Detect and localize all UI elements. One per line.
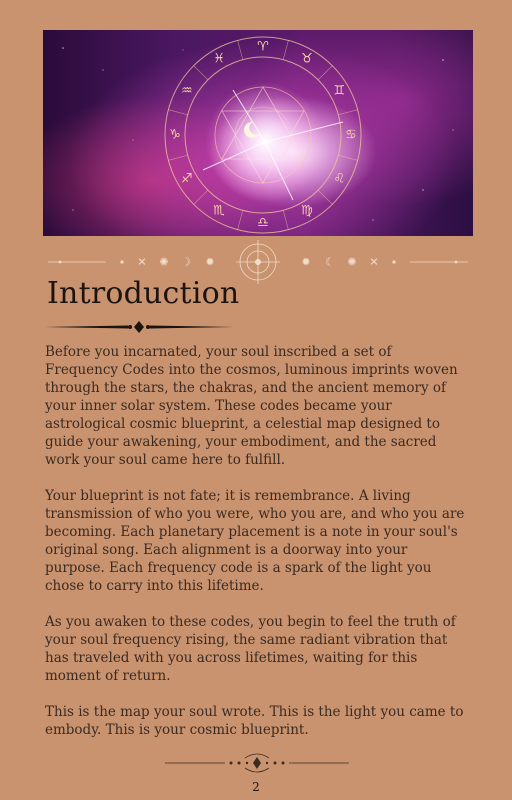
page-title: Introduction: [47, 276, 240, 311]
zodiac-spoke: [318, 66, 332, 80]
zodiac-spoke: [283, 40, 288, 59]
svg-text:✺: ✺: [347, 255, 357, 269]
zodiac-glyph-icon: ♌: [333, 171, 346, 187]
zodiac-glyph-icon: ♉: [301, 51, 313, 67]
svg-text:✕: ✕: [137, 255, 147, 269]
paragraph: As you awaken to these codes, you begin to feel the truth of your soul frequency rising, the same radiant vibration that has traveled with you across lifetimes, waiting for this moment of return.: [45, 614, 456, 684]
svg-text:✺: ✺: [159, 255, 169, 269]
svg-text:☾: ☾: [325, 255, 335, 269]
zodiac-spoke: [238, 210, 243, 229]
zodiac-glyph-icon: ♊: [333, 83, 346, 99]
svg-text:✹: ✹: [205, 255, 215, 269]
paragraph: Before you incarnated, your soul inscribed a set of Frequency Codes into the cosmos, luminous imprints woven through the stars, the chakras, and the ancient memory of your inner solar system. These codes became your astrological cosmic blueprint, a celestial map designed to guide your awakening, your embodiment, and the sacred work your soul came here to fulfill.: [45, 344, 458, 468]
zodiac-glyph-icon: ♏: [213, 203, 225, 219]
title-underline-ornament: [44, 320, 234, 334]
svg-text:☽: ☽: [181, 255, 191, 269]
zodiac-wheel-illustration: [43, 30, 473, 236]
zodiac-glyph-icon: ♓: [213, 51, 225, 67]
zodiac-glyph-icon: ♑: [169, 127, 181, 143]
zodiac-glyph-icon: ♐: [180, 171, 193, 187]
zodiac-spoke: [238, 40, 243, 59]
page-number: 2: [252, 780, 260, 794]
zodiac-spoke: [338, 110, 357, 115]
zodiac-spoke: [168, 155, 187, 160]
zodiac-glyph-icon: ♈: [257, 39, 269, 55]
zodiac-spoke: [283, 210, 288, 229]
svg-text:✹: ✹: [301, 255, 311, 269]
zodiac-spoke: [168, 110, 187, 115]
svg-text:✕: ✕: [369, 255, 379, 269]
paragraph: Your blueprint is not fate; it is remembrance. A living transmission of who you were, who you are, and who you are becoming. Each planetary placement is a note in your soul's original song. Each alignment is a doorway into your purpose. Each frequency code is a spark of the light you chose to carry into this lifetime.: [45, 488, 465, 594]
zodiac-glyph-icon: ♍: [301, 203, 313, 219]
introduction-body: [45, 343, 465, 757]
zodiac-spoke: [194, 190, 208, 204]
zodiac-spoke: [194, 66, 208, 80]
zodiac-spoke: [338, 155, 357, 160]
hero-cosmic-image: [43, 30, 473, 236]
zodiac-glyph-icon: ♒: [180, 83, 193, 99]
zodiac-spoke: [318, 190, 332, 204]
paragraph: This is the map your soul wrote. This is the light you came to embody. This is your cosmic blueprint.: [45, 704, 464, 738]
ornamental-divider-bottom: [165, 750, 349, 774]
zodiac-glyph-icon: ♎: [257, 215, 269, 231]
zodiac-glyph-icon: ♋: [345, 127, 357, 143]
